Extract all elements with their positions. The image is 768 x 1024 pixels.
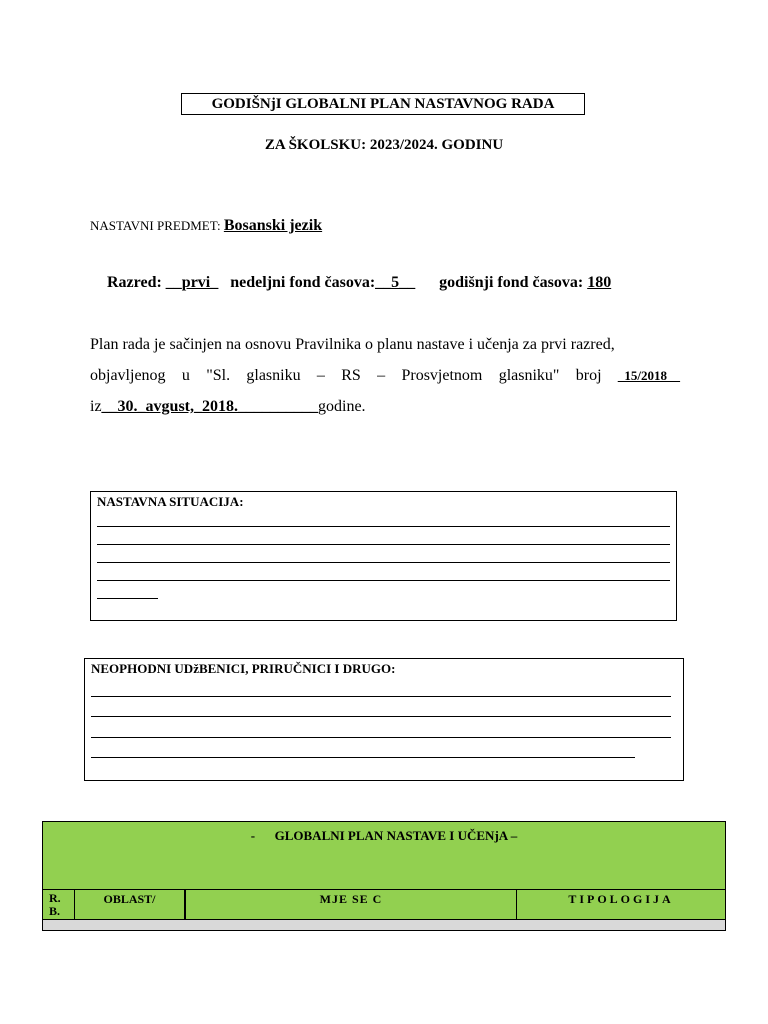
subject-value: Bosanski jezik — [223, 217, 323, 234]
grade-label: Razred: — [107, 274, 162, 291]
global-plan-table — [42, 821, 726, 931]
subject-label: NASTAVNI PREDMET: — [90, 218, 221, 233]
yearly-hours-label: godišnji fond časova: — [439, 274, 584, 291]
document-subtitle: ZA ŠKOLSKU: 2023/2024. GODINU — [264, 137, 504, 153]
fill-line — [91, 716, 671, 717]
fill-line — [97, 526, 670, 527]
table-header-row — [43, 889, 725, 921]
textbooks-label: NEOPHODNI UDžBENICI, PRIRUČNICI I DRUGO: — [91, 661, 396, 676]
weekly-hours-label: nedeljni fond časova: — [230, 274, 376, 291]
header-month: MJE SE C — [185, 890, 517, 921]
header-rb: R. B. — [43, 890, 75, 921]
teaching-situation-label: NASTAVNA SITUACIJA: — [97, 494, 244, 509]
weekly-hours-value: __5__ — [375, 274, 416, 291]
fill-line — [97, 580, 670, 581]
fill-line — [97, 562, 670, 563]
header-area: OBLAST/ — [75, 890, 185, 921]
document-title: GODIŠNjI GLOBALNI PLAN NASTAVNOG RADA — [181, 93, 585, 115]
plan-line-3 — [90, 398, 680, 416]
fill-line — [97, 544, 670, 545]
fill-line — [91, 696, 671, 697]
gazette-number: _15/2018__ — [617, 368, 680, 383]
table-body-strip — [43, 919, 725, 930]
textbooks-box[interactable] — [84, 658, 684, 781]
header-typology: TIPOLOGIJA — [568, 892, 674, 906]
teaching-situation-box[interactable] — [90, 491, 677, 621]
subject-line — [90, 217, 322, 235]
plan-line-3-prefix: iz — [90, 398, 102, 415]
fill-line — [91, 757, 635, 758]
yearly-hours-value: 180 — [587, 274, 612, 291]
gazette-date: __30._avgust,_2018.__________ — [101, 398, 318, 415]
fill-line — [91, 737, 671, 738]
plan-line-2-text: objavljenog u "Sl. glasniku – RS – Prosvjetnom glasniku" broj — [90, 367, 602, 384]
fill-line — [97, 598, 158, 599]
grade-line — [107, 274, 611, 292]
plan-line-1: Plan rada je sačinjen na osnovu Pravilnika o planu nastave i učenja za prvi razred, — [90, 336, 615, 353]
global-plan-title: - GLOBALNI PLAN NASTAVE I UČENjA – — [250, 828, 518, 843]
grade-value: __prvi_ — [165, 274, 219, 291]
plan-line-3-suffix: godine. — [318, 398, 366, 415]
plan-line-2 — [90, 367, 680, 385]
